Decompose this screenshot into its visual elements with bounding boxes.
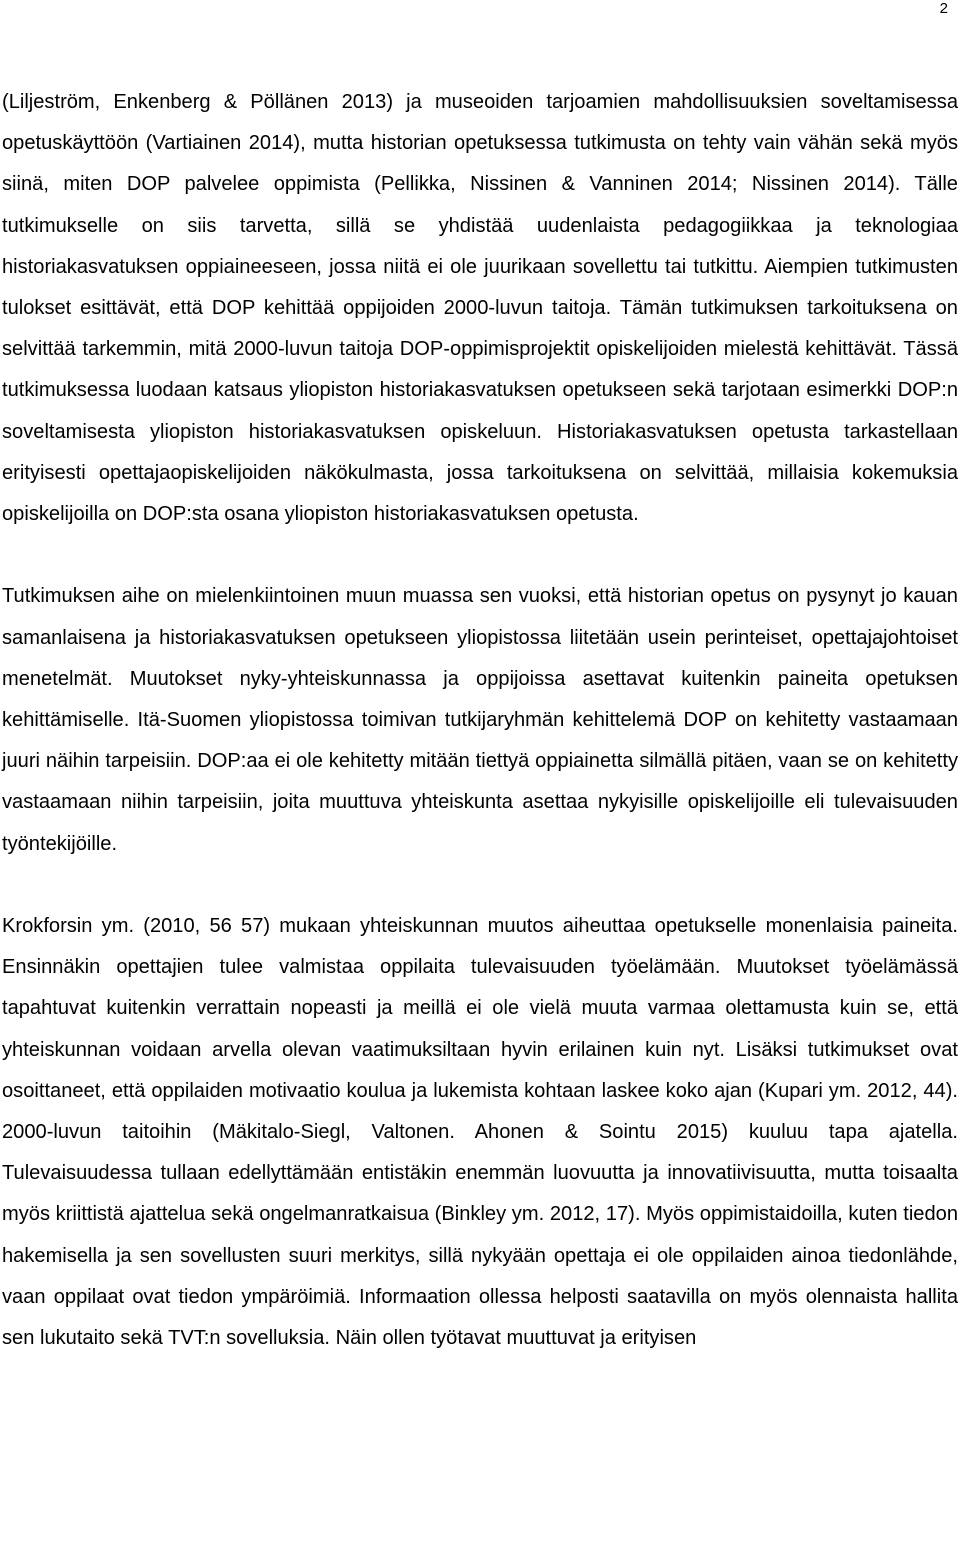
paragraph-3: Krokforsin ym. (2010, 56 57) mukaan yhteiskunnan muutos aiheuttaa opetukselle monenlaisia paineita. Ensinnäkin opettajien tulee valmistaa oppilaita tulevaisuuden työelämään. Muutokset työelämässä tapahtuvat kuitenkin verrattain nopeasti ja meillä ei ole vielä muuta varmaa olettamusta kuin se, että yhteiskunnan voidaan arvella olevan vaatimuksiltaan hyvin erilainen kuin nyt. Lisäksi tutkimukset ovat osoittaneet, että oppilaiden motivaatio koulua ja lukemista kohtaan laskee koko ajan (Kupari ym. 2012, 44). 2000-luvun taitoihin (Mäkitalo-Siegl, Valtonen. Ahonen & Sointu 2015) kuuluu tapa ajatella. Tulevaisuudessa tullaan edellyttämään entistäkin enemmän luovuutta ja innovatiivisuutta, mutta toisaalta myös kriittistä ajattelua sekä ongelmanratkaisua (Binkley ym. 2012, 17). Myös oppimistaidoilla, kuten tiedon hakemisella ja sen sovellusten suuri merkitys, sillä nykyään opettaja ei ole oppilaiden ainoa tiedonlähde, vaan oppilaat ovat tiedon ympäröimiä. Informaation ollessa helposti saatavilla on myös olennaista hallita sen lukutaito sekä TVT:n sovelluksia. Näin ollen työtavat muuttuvat ja erityisen (2, 915, 958, 1350)
paragraph-2: Tutkimuksen aihe on mielenkiintoinen muun muassa sen vuoksi, että historian opetus on pysynyt jo kauan samanlaisena ja historiakasvatuksen opetukseen yliopistossa liitetään usein perinteiset, opettajajohtoiset menetelmät. Muutokset nyky-yhteiskunnassa ja oppijoissa asettavat kuitenkin paineita opetuksen kehittämiselle. Itä-Suomen yliopistossa toimivan tutkijaryhmän kehittelemä DOP on kehitetty vastaamaan juuri näihin tarpeisiin. DOP:aa ei ole kehitetty mitään tiettyä oppiainetta silmällä pitäen, vaan se on kehitetty vastaamaan niihin tarpeisiin, joita muuttuva yhteiskunta asettaa nykyisille opiskelijoille eli tulevaisuuden työntekijöille. (2, 585, 958, 855)
document-body (2, 82, 958, 1359)
page-number: 2 (939, 0, 948, 17)
paragraph-1: (Liljeström, Enkenberg & Pöllänen 2013) ja museoiden tarjoamien mahdollisuuksien soveltamisessa opetuskäyttöön (Vartiainen 2014), mutta historian opetuksessa tutkimusta on tehty vain vähän sekä myös siinä, miten DOP palvelee oppimista (Pellikka, Nissinen & Vanninen 2014; Nissinen 2014). Tälle tutkimukselle on siis tarvetta, sillä se yhdistää uudenlaista pedagogiikkaa ja teknologiaa historiakasvatuksen oppiaineeseen, jossa niitä ei ole juurikaan sovellettu tai tutkittu. Aiempien tutkimusten tulokset esittävät, että DOP kehittää oppijoiden 2000-luvun taitoja. Tämän tutkimuksen tarkoituksena on selvittää tarkemmin, mitä 2000-luvun taitoja DOP-oppimisprojektit opiskelijoiden mielestä kehittävät. Tässä tutkimuksessa luodaan katsaus yliopiston historiakasvatuksen opetukseen sekä tarjotaan esimerkki DOP:n soveltamisesta yliopiston historiakasvatuksen opiskeluun. Historiakasvatuksen opetusta tarkastellaan erityisesti opettajaopiskelijoiden näkökulmasta, jossa tarkoituksena on selvittää, millaisia kokemuksia opiskelijoilla on DOP:sta osana yliopiston historiakasvatuksen opetusta. (2, 91, 958, 526)
